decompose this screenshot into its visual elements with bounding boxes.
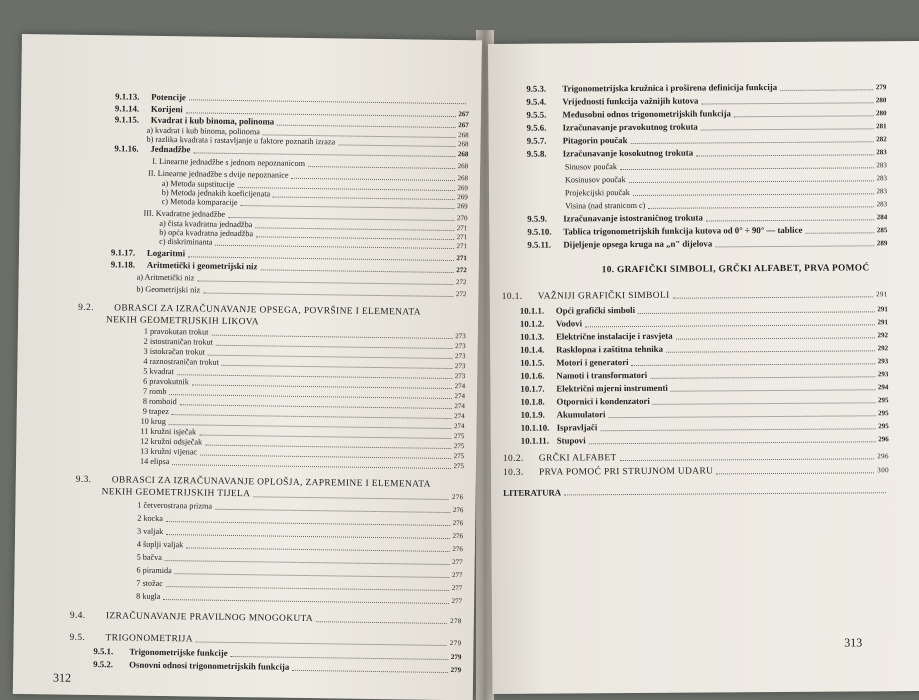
dot-leader — [706, 219, 874, 221]
toc-entry-page: 283 — [876, 187, 888, 196]
toc-entry-title: NEKIH GEOMETRIJSKIH TIJELA — [101, 487, 251, 500]
toc-entry-page: 292 — [877, 331, 889, 340]
dot-leader — [216, 244, 454, 248]
toc-entry-page: 279 — [449, 639, 462, 648]
toc-entry-title: Izračunavanje pravokutnog trokuta — [562, 121, 698, 133]
dot-leader — [308, 166, 455, 169]
dot-leader — [166, 586, 449, 591]
dot-leader — [648, 206, 873, 209]
toc-entry-title: Vrijednosti funkcija važnijih kutova — [562, 95, 699, 107]
toc-entry-title: b) opća kvadratna jednadžba — [159, 227, 254, 239]
dot-leader — [630, 141, 873, 144]
toc-entry-title: c) diskriminanta — [159, 236, 213, 247]
toc-entry-title: Međusobni odnos trigonometrijskih funkcija — [562, 108, 731, 120]
toc-entry-title: 3 valjak — [137, 526, 164, 537]
dot-leader — [620, 458, 875, 461]
toc-entry-page: 280 — [875, 109, 887, 118]
toc-entry-number: 9.5.8. — [526, 148, 547, 159]
toc-entry-number: 10.1.2. — [519, 318, 545, 329]
toc-entry-page: 293 — [877, 357, 889, 366]
toc-entry-title: a) Aritmetički niz — [136, 272, 195, 283]
toc-entry-number: 9.5.7. — [526, 135, 547, 146]
toc-entry-page: 267 — [458, 110, 469, 119]
toc-entry-number: 9.1.13. — [115, 91, 140, 102]
dot-leader — [620, 167, 873, 170]
dot-leader — [231, 655, 448, 659]
toc-entry-page: 285 — [876, 226, 888, 235]
toc-entry-title: 14 elipsa — [139, 456, 170, 467]
toc-entry-number: 9.5. — [69, 632, 86, 643]
toc-entry-number: 10.1.3. — [520, 331, 545, 342]
toc-entry-page: 273 — [454, 362, 466, 371]
dot-leader — [163, 599, 448, 604]
dot-leader — [186, 547, 449, 552]
toc-entry — [70, 611, 462, 627]
toc-entry-title: Dijeljenje opsega kruga na „n" dijelova — [563, 238, 713, 250]
toc-entry-page: 277 — [452, 558, 463, 567]
toc-entry-title: Vodovi — [555, 318, 583, 329]
toc-entry-title: 4 šuplji valjak — [136, 539, 184, 550]
toc-entry-page: 280 — [875, 96, 887, 105]
toc-entry-page: 268 — [457, 162, 469, 171]
toc-entry-page: 275 — [453, 442, 465, 451]
toc-entry-title: Potencije — [151, 91, 186, 103]
dot-leader — [676, 337, 875, 339]
dot-leader — [193, 152, 454, 157]
toc-entry-page: 279 — [875, 83, 887, 92]
toc-entry-title: 11 kružni isječak — [140, 426, 197, 437]
toc-entry-page: 295 — [878, 422, 889, 431]
dot-leader — [701, 128, 873, 130]
toc-entry-title: 5 kvadrat — [143, 366, 175, 377]
dot-leader — [600, 428, 875, 431]
toc-entry-title: b) Geometrijski niz — [136, 284, 201, 295]
dot-leader — [633, 193, 874, 196]
toc-entry-page: 269 — [457, 202, 468, 211]
toc-entry-title: Sinusov poučak — [564, 162, 617, 172]
toc-entry-number: 9.5.4. — [526, 96, 547, 107]
toc-entry-title: Trigonometrijska kružnica i proširena definicija funkcija — [562, 81, 778, 94]
toc-entry-page: 296 — [877, 452, 889, 461]
toc-entry — [565, 198, 887, 212]
toc-entry-number: 9.1.17. — [110, 247, 136, 258]
toc-entry-title: Osnovni odnosi trigonometrijskih funkcija — [129, 659, 290, 672]
toc-entry-page: 295 — [878, 409, 889, 418]
toc-entry-title: NEKIH GEOMETRIJSKIH LIKOVA — [105, 315, 260, 328]
toc-entry-title: 6 pravokutnik — [143, 376, 189, 387]
toc-entry-title: OBRASCI ZA IZRAČUNAVANJE OPLOŠJA, ZAPREMINE I ELEMENATA — [111, 475, 431, 490]
dot-leader — [632, 363, 875, 366]
toc-entry-title: Akumulatori — [556, 409, 606, 420]
toc-entry-page: 282 — [876, 135, 887, 144]
dot-leader — [203, 292, 453, 296]
toc-entry-page: 274 — [454, 402, 465, 411]
toc-entry-page: 274 — [454, 382, 466, 391]
toc-entry-page: 272 — [456, 278, 467, 287]
toc-entry — [565, 185, 887, 199]
dot-leader — [653, 402, 875, 405]
toc-entry-title: 1 pravokutan trokut — [143, 326, 209, 337]
toc-entry-title: Pitagorin poučak — [562, 135, 628, 146]
dot-leader — [166, 521, 450, 526]
toc-entry-title: IZRAČUNAVANJE PRAVILNOG MNOGOKUTA — [105, 611, 314, 625]
toc-entry-title: Električni mjerni instrumenti — [556, 382, 668, 394]
toc-entry — [527, 211, 887, 226]
toc-entry-page: 269 — [457, 184, 468, 193]
toc-entry-page: 283 — [876, 161, 887, 170]
toc-entry — [527, 133, 887, 148]
toc-entry-title: 12 kružni odsječak — [140, 436, 203, 447]
toc-entry-title: 6 piramida — [136, 565, 172, 576]
toc-entry-title: 9 trapez — [142, 406, 169, 417]
toc-entry-page: 276 — [451, 493, 464, 502]
toc-entry-title: Tablica trigonometrijskih funkcija kutova od 0° ÷ 90° — tablice — [563, 224, 803, 237]
toc-entry — [527, 224, 887, 239]
toc-entry-title: Namoti i transformatori — [556, 369, 648, 381]
toc-entry-title: 2 istostraničan trokut — [143, 336, 213, 347]
toc-entry-title: Kosinusov poučak — [564, 175, 626, 185]
toc-entry-number: 9.5.9. — [527, 213, 548, 224]
toc-entry-title: 1 četverostrana prizma — [137, 500, 213, 511]
toc-entry-number: 10.1.8. — [520, 396, 545, 407]
toc-entry — [503, 465, 889, 479]
toc-entry-page: 294 — [877, 383, 889, 392]
toc-entry-page: 275 — [453, 432, 465, 441]
dot-leader — [805, 232, 873, 233]
toc-entry-title: a) kvadrat i kub binoma, polinoma — [146, 125, 260, 137]
toc-entry-title: a) čista kvadratna jednadžba — [159, 218, 253, 230]
toc-entry-page: 293 — [877, 370, 889, 379]
toc-entry-page: 275 — [453, 462, 465, 471]
dot-leader — [215, 508, 450, 512]
toc-entry-page: 277 — [451, 571, 463, 580]
toc-entry-page: 278 — [450, 617, 462, 626]
toc-entry-number: 10.1. — [501, 291, 523, 302]
toc-entry-title: Stupovi — [556, 435, 586, 446]
toc-entry-page: 271 — [456, 254, 467, 263]
toc-entry-number: 9.5.1. — [93, 646, 114, 657]
toc-entry-page: 283 — [876, 174, 887, 183]
dot-leader — [589, 441, 876, 444]
dot-leader — [780, 89, 873, 91]
toc-entry-title: Jednadžbe — [150, 143, 191, 155]
toc-entry-page: 283 — [876, 148, 887, 157]
toc-entry-title: 5 bačva — [136, 552, 163, 563]
toc-entry-page: 272 — [455, 290, 467, 299]
toc-entry-title: 7 stožac — [136, 578, 164, 589]
toc-entry-number: 9.2. — [78, 302, 94, 314]
toc-entry — [526, 107, 886, 122]
toc-entry-number: 10.1.7. — [520, 383, 545, 394]
dot-leader — [316, 621, 447, 624]
toc-entry-page: 268 — [457, 140, 469, 149]
left-page — [13, 34, 482, 700]
toc-entry-title: 2 kocka — [137, 513, 164, 524]
toc-entry-page: 274 — [454, 412, 465, 421]
toc-entry-page: 272 — [456, 266, 467, 275]
toc-entry-page: 273 — [454, 372, 466, 381]
toc-entry-page: 273 — [455, 342, 466, 351]
toc-entry-title: a) Metoda supstitucije — [161, 178, 235, 189]
toc-entry-page: 289 — [876, 239, 888, 248]
toc-entry — [527, 237, 887, 252]
toc-entry-title: 8 romboid — [142, 396, 177, 407]
toc-entry-page: 274 — [454, 392, 466, 401]
toc-entry-number: 9.5.3. — [526, 83, 547, 94]
dot-leader — [188, 256, 453, 261]
toc-entry-page: 268 — [457, 150, 469, 159]
toc-entry-page: 279 — [450, 653, 462, 662]
toc-entry-number: 9.1.15. — [114, 114, 140, 125]
toc-entry-title: Logaritmi — [146, 247, 186, 259]
toc-entry-title: PRVA POMOĆ PRI STRUJNOM UDARU — [538, 466, 714, 478]
toc-entry-page: 271 — [456, 233, 468, 242]
dot-leader — [715, 245, 874, 247]
toc-entry-number: 9.1.18. — [110, 259, 136, 270]
toc-entry-title: Projekcijski poučak — [565, 188, 630, 198]
toc-entry-page: 291 — [877, 318, 888, 327]
left-page-number: 312 — [52, 670, 72, 685]
toc-entry-title: LITERATURA — [503, 487, 562, 498]
toc-entry-number: 10.1.4. — [520, 344, 545, 355]
toc-entry-number: 10.1.11. — [520, 435, 549, 446]
dot-leader — [716, 472, 874, 474]
toc-entry — [527, 120, 887, 135]
dot-leader — [608, 415, 875, 418]
dot-leader — [292, 669, 447, 672]
toc-entry-title: I. Linearne jednadžbe s jednom nepoznanicom — [152, 156, 306, 168]
toc-entry-page: 268 — [457, 174, 469, 183]
toc-entry-page: 295 — [877, 396, 889, 405]
toc-entry — [565, 172, 887, 186]
toc-entry-page: 273 — [454, 352, 466, 361]
toc-entry — [527, 146, 887, 161]
toc-entry-title: Električne instalacije i rasvjeta — [556, 330, 673, 342]
toc-entry-number: 10.1.5. — [520, 357, 545, 368]
toc-entry-page: 300 — [877, 466, 890, 475]
toc-entry-page: 271 — [456, 224, 468, 233]
dot-leader — [172, 464, 450, 469]
toc-entry-number: 9.1.16. — [114, 143, 139, 154]
toc-entry-page: 270 — [456, 214, 468, 223]
dot-leader — [197, 280, 453, 285]
toc-entry-title: Rasklopna i zaštitna tehnika — [556, 343, 663, 355]
toc-entry-title: 4 raznostraničan trokut — [143, 356, 219, 367]
dot-leader — [165, 560, 449, 565]
toc-entry-title: GRČKI ALFABET — [538, 453, 617, 464]
toc-entry-page: 267 — [458, 121, 469, 130]
toc-entry-page: 274 — [454, 422, 465, 431]
toc-entry — [502, 289, 888, 303]
toc-entry-title: b) Metoda jednakih koeficijenata — [161, 187, 271, 199]
toc-entry-page: 296 — [878, 435, 889, 444]
toc-entry-number: 9.5.2. — [93, 659, 114, 670]
toc-entry-title: VAŽNIJI GRAFIČKI SIMBOLI — [537, 290, 670, 302]
toc-entry-number: 9.5.6. — [526, 122, 547, 133]
toc-entry-page: 277 — [451, 597, 463, 606]
toc-entry-number: 9.5.10. — [527, 226, 552, 237]
dot-leader — [585, 324, 874, 327]
toc-entry — [565, 159, 887, 173]
dot-leader — [629, 180, 874, 183]
toc-entry-number: 9.5.5. — [526, 109, 547, 120]
toc-entry-number: 9.3. — [75, 474, 92, 486]
toc-entry-page: 291 — [876, 290, 888, 299]
dot-leader — [696, 154, 873, 156]
toc-entry-title: Visina (nad stranicom c) — [565, 200, 646, 211]
dot-leader — [260, 269, 453, 273]
toc-entry — [526, 94, 886, 109]
toc-entry-page: 283 — [876, 200, 888, 209]
toc-entry-title: 7 romb — [142, 386, 167, 397]
dot-leader — [189, 99, 466, 104]
toc-entry-number: 10.1.10. — [520, 422, 550, 433]
toc-entry-title: 8 kugla — [136, 591, 161, 601]
right-page — [488, 41, 919, 694]
dot-leader — [666, 350, 875, 352]
toc-entry-page: 276 — [452, 519, 464, 528]
dot-leader — [241, 205, 455, 209]
right-page-number: 313 — [844, 635, 863, 650]
toc-entry — [521, 433, 889, 448]
toc-entry — [503, 451, 889, 465]
toc-entry-title: Otpornici i kondenzatori — [556, 395, 650, 407]
toc-entry-page: 281 — [876, 122, 887, 131]
toc-entry-page: 269 — [457, 193, 468, 202]
toc-entry-title: Opći grafički simboli — [555, 304, 636, 316]
toc-entry-title: 10 krug — [140, 416, 166, 427]
toc-entry-title: III. Kvadratne jednadžbe — [143, 208, 226, 219]
toc-entry-title: Aritmetički i geometrijski niz — [146, 259, 258, 272]
toc-entry-title: TRIGONOMETRIJA — [105, 633, 194, 645]
dot-leader — [701, 102, 873, 104]
dot-leader — [673, 296, 873, 298]
dot-leader — [175, 573, 449, 578]
toc-entry-page: 279 — [450, 666, 462, 675]
toc-entry-page: 291 — [877, 305, 888, 314]
toc-entry-number: 10.2. — [502, 453, 524, 464]
toc-entry-page: 276 — [452, 545, 463, 554]
toc-entry-page: 268 — [458, 131, 469, 140]
toc-entry-title: Ispravljači — [556, 422, 598, 433]
toc-entry-page: 276 — [452, 506, 464, 515]
toc-entry-number: 10.1.6. — [520, 370, 545, 381]
left-toc — [22, 34, 482, 675]
dot-leader — [734, 115, 873, 117]
dot-leader — [253, 496, 449, 500]
toc-entry-title: c) Metoda komparacije — [161, 196, 238, 208]
toc-entry-title: Motori i generatori — [556, 357, 629, 368]
toc-entry-number: 9.4. — [69, 610, 86, 621]
toc-entry-title: OBRASCI ZA IZRAČUNAVANJE OPSEGA, POVRŠINE I ELEMENATA — [114, 303, 422, 318]
toc-entry-number: 9.1.14. — [114, 103, 140, 114]
toc-entry-title: Trigonometrijske funkcije — [129, 646, 228, 658]
dot-leader — [196, 641, 447, 646]
toc-entry-page: 271 — [456, 242, 468, 251]
toc-entry-title: II. Linearne jednadžbe s dvije nepoznanice — [148, 168, 289, 180]
dot-leader — [671, 389, 875, 391]
toc-entry-page: 275 — [453, 452, 465, 461]
toc-entry-title: Izračunavanje kosokutnog trokuta — [562, 147, 694, 159]
toc-entry — [526, 81, 886, 96]
dot-leader — [638, 311, 874, 314]
toc-entry-page: 284 — [876, 213, 888, 222]
toc-entry-number: 9.5.11. — [527, 239, 552, 250]
toc-entry-page: 292 — [877, 344, 889, 353]
dot-leader — [564, 492, 886, 495]
chapter-heading: 10. GRAFIČKI SIMBOLI, GRČKI ALFABET, PRVA POMOĆ — [601, 263, 870, 276]
dot-leader — [166, 534, 449, 539]
toc-entry-page: 276 — [452, 532, 464, 541]
toc-entry-title: 3 istokračan trokut — [143, 346, 206, 357]
toc-entry-title: b) razlika kvadrata i rastavljanje u faktore poznatih izraza — [146, 134, 336, 147]
toc-entry-title: 13 kružni vijenac — [140, 446, 198, 457]
toc-entry-number: 10.1.9. — [520, 409, 545, 420]
toc-entry — [503, 485, 889, 499]
dot-leader — [650, 376, 875, 379]
toc-entry-title: Kvadrat i kub binoma, polinoma — [150, 114, 275, 127]
toc-entry-page: 273 — [455, 332, 466, 341]
toc-entry-page: 277 — [451, 584, 463, 593]
toc-entry-number: 10.1.1. — [519, 305, 545, 316]
toc-entry-title: Izračunavanje istostraničnog trokuta — [563, 212, 703, 224]
toc-entry-title: Korijeni — [150, 103, 183, 115]
toc-entry-number: 10.3. — [502, 467, 524, 478]
